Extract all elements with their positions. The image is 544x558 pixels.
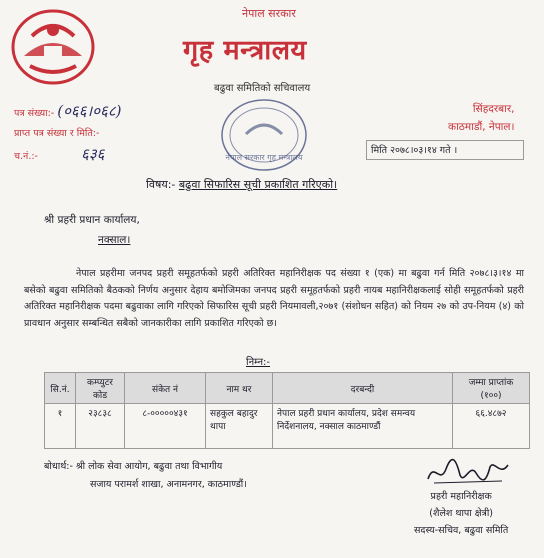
secretariat-name: बढुवा समितिको सचिवालय: [214, 83, 311, 94]
dispatch-number-value: ६३६: [81, 145, 105, 163]
recipient-office: श्री प्रहरी प्रधान कार्यालय,: [44, 214, 140, 226]
cell-total-marks: ६६.४८७२: [453, 404, 530, 449]
signatory-title: प्रहरी महानिरीक्षक: [430, 491, 492, 502]
dispatch-number-label: च.नं.:-: [14, 151, 38, 162]
government-name: नेपाल सरकार: [242, 7, 296, 20]
annex-title: निम्न:-: [246, 357, 271, 368]
official-stamp: [218, 96, 310, 174]
subject-line: [146, 177, 337, 192]
col-post: दरबन्दी: [273, 373, 453, 404]
dispatch-number-row: [14, 144, 121, 167]
cell-name: सहकुल बहादुर थापा: [206, 404, 273, 449]
handwritten-signature: [424, 455, 512, 489]
cc-block: [44, 458, 247, 494]
cc-line-2: सजाय परामर्श शाखा, अनामनगर, काठमाण्डौं।: [90, 479, 247, 490]
date-value: २०७८।०३।१४ गते ।: [390, 145, 458, 156]
letter-number-row: [14, 101, 121, 124]
address-line-2: काठमाडौं, नेपाल।: [448, 121, 515, 133]
cell-symbol-no: ८-०००००४३१: [125, 404, 206, 449]
received-letter-label: प्राप्त पत्र संख्या र मिति:-: [14, 128, 100, 139]
office-address: [448, 100, 515, 136]
letter-number-value: (०६६।०६८): [57, 102, 122, 120]
col-total-marks: जम्मा प्राप्तांक (१००): [453, 373, 530, 404]
nepal-emblem-logo: [10, 8, 96, 86]
cell-serial: १: [45, 404, 76, 449]
cell-computer-code: २३८३८: [76, 404, 125, 449]
subject-label: विषय:-: [146, 178, 176, 191]
letter-number-label: पत्र संख्या:-: [14, 108, 55, 119]
date-label: मिति: [371, 145, 388, 156]
recommendation-table: [44, 372, 530, 449]
col-name: नाम थर: [206, 373, 273, 404]
recipient-location: नक्साल।: [98, 234, 131, 246]
col-symbol-no: संकेत नं: [125, 373, 206, 404]
letter-body: नेपाल प्रहरीमा जनपद प्रहरी समूहतर्फको प्रहरी अतिरिक्त महानिरीक्षक पद संख्या १ (एक) मा बढुवा गर्न मिति २०७८।३।१४ मा बसेको बढुवा समितिको बैठकको निर्णय अनुसार देहाय बमोजिमका जनपद प्रहरी समूहतर्फको प्रहरी नायब महानिरीक्षकलाई सोही समूहतर्फको प्रहरी अतिरिक्त महानिरीक्षक पदमा बढुवाका लागि गरिएको सिफारिस सूची प्रहरी नियमावली,२०७१ (संशोधन सहित) को नियम २७ को उप-नियम (४) को प्रावधान अनुसार सम्बन्धित सबैको जानकारीका लागि प्रकाशित गरिएको छ।: [24, 268, 524, 329]
signatory-role: सदस्य-सचिव, बढुवा समिति: [414, 525, 509, 536]
letter-meta: [14, 101, 121, 167]
cc-line-1: श्री लोक सेवा आयोग, बढुवा तथा विभागीय: [75, 461, 223, 472]
date-box: [366, 140, 524, 160]
table-header-row: [45, 373, 530, 404]
signatory-name: (शैलेश थापा क्षेत्री): [429, 508, 494, 519]
address-line-1: सिंहदरबार,: [472, 103, 515, 115]
col-computer-code: कम्प्युटर कोड: [76, 373, 125, 404]
recipient-block: [44, 210, 140, 250]
ministry-title: गृह मन्त्रालय: [183, 35, 307, 66]
cell-post: नेपाल प्रहरी प्रधान कार्यालय, प्रदेश समन्वय निर्देशनालय, नक्साल काठमाण्डौं: [273, 404, 453, 449]
signatory-block: [414, 488, 508, 539]
stamp-text: नेपाल सरकार गृह मन्त्रालय: [225, 153, 303, 162]
subject-text: बढुवा सिफारिस सूची प्रकाशित गरिएको।: [178, 178, 338, 191]
table-row: [45, 404, 530, 449]
col-serial: सि.नं.: [45, 373, 76, 404]
cc-label: बोधार्थ:-: [44, 461, 73, 472]
